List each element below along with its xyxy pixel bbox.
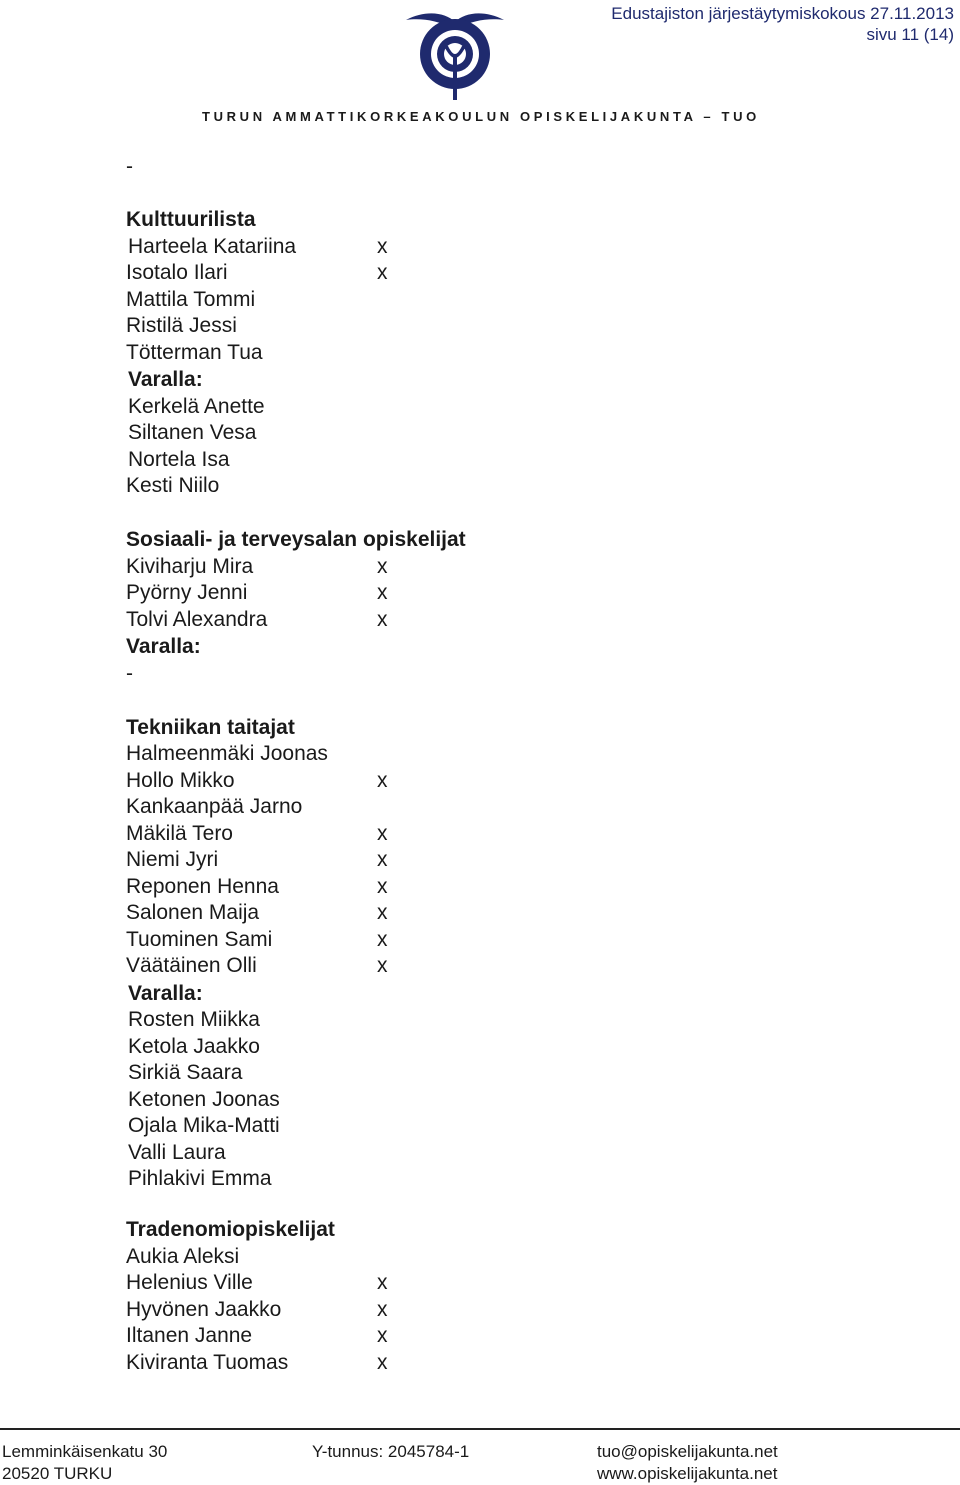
attendance-mark: x (377, 261, 388, 284)
list-item: Niemi Jyri (126, 848, 219, 871)
attendance-mark: x (377, 581, 388, 604)
section-heading-kulttuurilista: Kulttuurilista (126, 208, 256, 231)
list-item: Ketonen Joonas (128, 1088, 280, 1111)
list-item: Sirkiä Saara (128, 1061, 243, 1084)
dash-line: - (126, 662, 133, 685)
attendance-mark: x (377, 235, 388, 258)
list-item: Tolvi Alexandra (126, 608, 268, 631)
list-item: Mattila Tommi (126, 288, 256, 311)
dash-line: - (126, 155, 133, 178)
page-number: sivu 11 (14) (866, 25, 954, 44)
list-item: Hollo Mikko (126, 769, 235, 792)
attendance-mark: x (377, 822, 388, 845)
attendance-mark: x (377, 848, 388, 871)
list-item: Hyvönen Jaakko (126, 1298, 282, 1321)
list-item: Halmeenmäki Joonas (126, 742, 328, 765)
list-item: Aukia Aleksi (126, 1245, 240, 1268)
attendance-mark: x (377, 1324, 388, 1347)
list-item: Salonen Maija (126, 901, 260, 924)
footer-divider (0, 1428, 960, 1430)
list-item: Reponen Henna (126, 875, 279, 898)
footer-business-id: Y-tunnus: 2045784-1 (312, 1442, 470, 1461)
list-item: Ketola Jaakko (128, 1035, 260, 1058)
list-item: Harteela Katariina (128, 235, 297, 258)
list-item: Siltanen Vesa (128, 421, 257, 444)
footer-street: Lemminkäisenkatu 30 (2, 1442, 168, 1461)
attendance-mark: x (377, 875, 388, 898)
list-item: Nortela Isa (128, 448, 230, 471)
section-heading-tekniikka: Tekniikan taitajat (126, 716, 295, 739)
attendance-mark: x (377, 1298, 388, 1321)
list-item: Pihlakivi Emma (128, 1167, 272, 1190)
attendance-mark: x (377, 769, 388, 792)
list-item: Tuominen Sami (126, 928, 273, 951)
attendance-mark: x (377, 954, 388, 977)
list-item: Helenius Ville (126, 1271, 253, 1294)
footer-postal: 20520 TURKU (2, 1464, 113, 1483)
list-item: Iltanen Janne (126, 1324, 253, 1347)
attendance-mark: x (377, 555, 388, 578)
footer-email: tuo@opiskelijakunta.net (597, 1442, 778, 1461)
attendance-mark: x (377, 901, 388, 924)
list-item: Kerkelä Anette (128, 395, 265, 418)
list-item: Kesti Niilo (126, 474, 220, 497)
list-item: Tötterman Tua (126, 341, 263, 364)
list-item: Kiviharju Mira (126, 555, 254, 578)
attendance-mark: x (377, 608, 388, 631)
list-item: Kiviranta Tuomas (126, 1351, 289, 1374)
attendance-mark: x (377, 928, 388, 951)
organization-name: TURUN AMMATTIKORKEAKOULUN OPISKELIJAKUNTA – TUO (202, 109, 760, 124)
substitutes-label: Varalla: (128, 368, 203, 391)
list-item: Väätäinen Olli (126, 954, 257, 977)
list-item: Kankaanpää Jarno (126, 795, 303, 818)
list-item: Ojala Mika-Matti (128, 1114, 280, 1137)
attendance-mark: x (377, 1351, 388, 1374)
section-heading-sote: Sosiaali- ja terveysalan opiskelijat (126, 528, 466, 551)
footer-website: www.opiskelijakunta.net (597, 1464, 778, 1483)
tuo-logo-icon (400, 2, 510, 100)
section-heading-tradenomi: Tradenomiopiskelijat (126, 1218, 335, 1241)
list-item: Rosten Miikka (128, 1008, 260, 1031)
list-item: Pyörny Jenni (126, 581, 248, 604)
list-item: Ristilä Jessi (126, 314, 237, 337)
list-item: Isotalo Ilari (126, 261, 228, 284)
list-item: Mäkilä Tero (126, 822, 233, 845)
attendance-mark: x (377, 1271, 388, 1294)
substitutes-label: Varalla: (128, 982, 203, 1005)
document-title: Edustajiston järjestäytymiskokous 27.11.2013 (611, 4, 954, 23)
list-item: Valli Laura (128, 1141, 226, 1164)
substitutes-label: Varalla: (126, 635, 201, 658)
